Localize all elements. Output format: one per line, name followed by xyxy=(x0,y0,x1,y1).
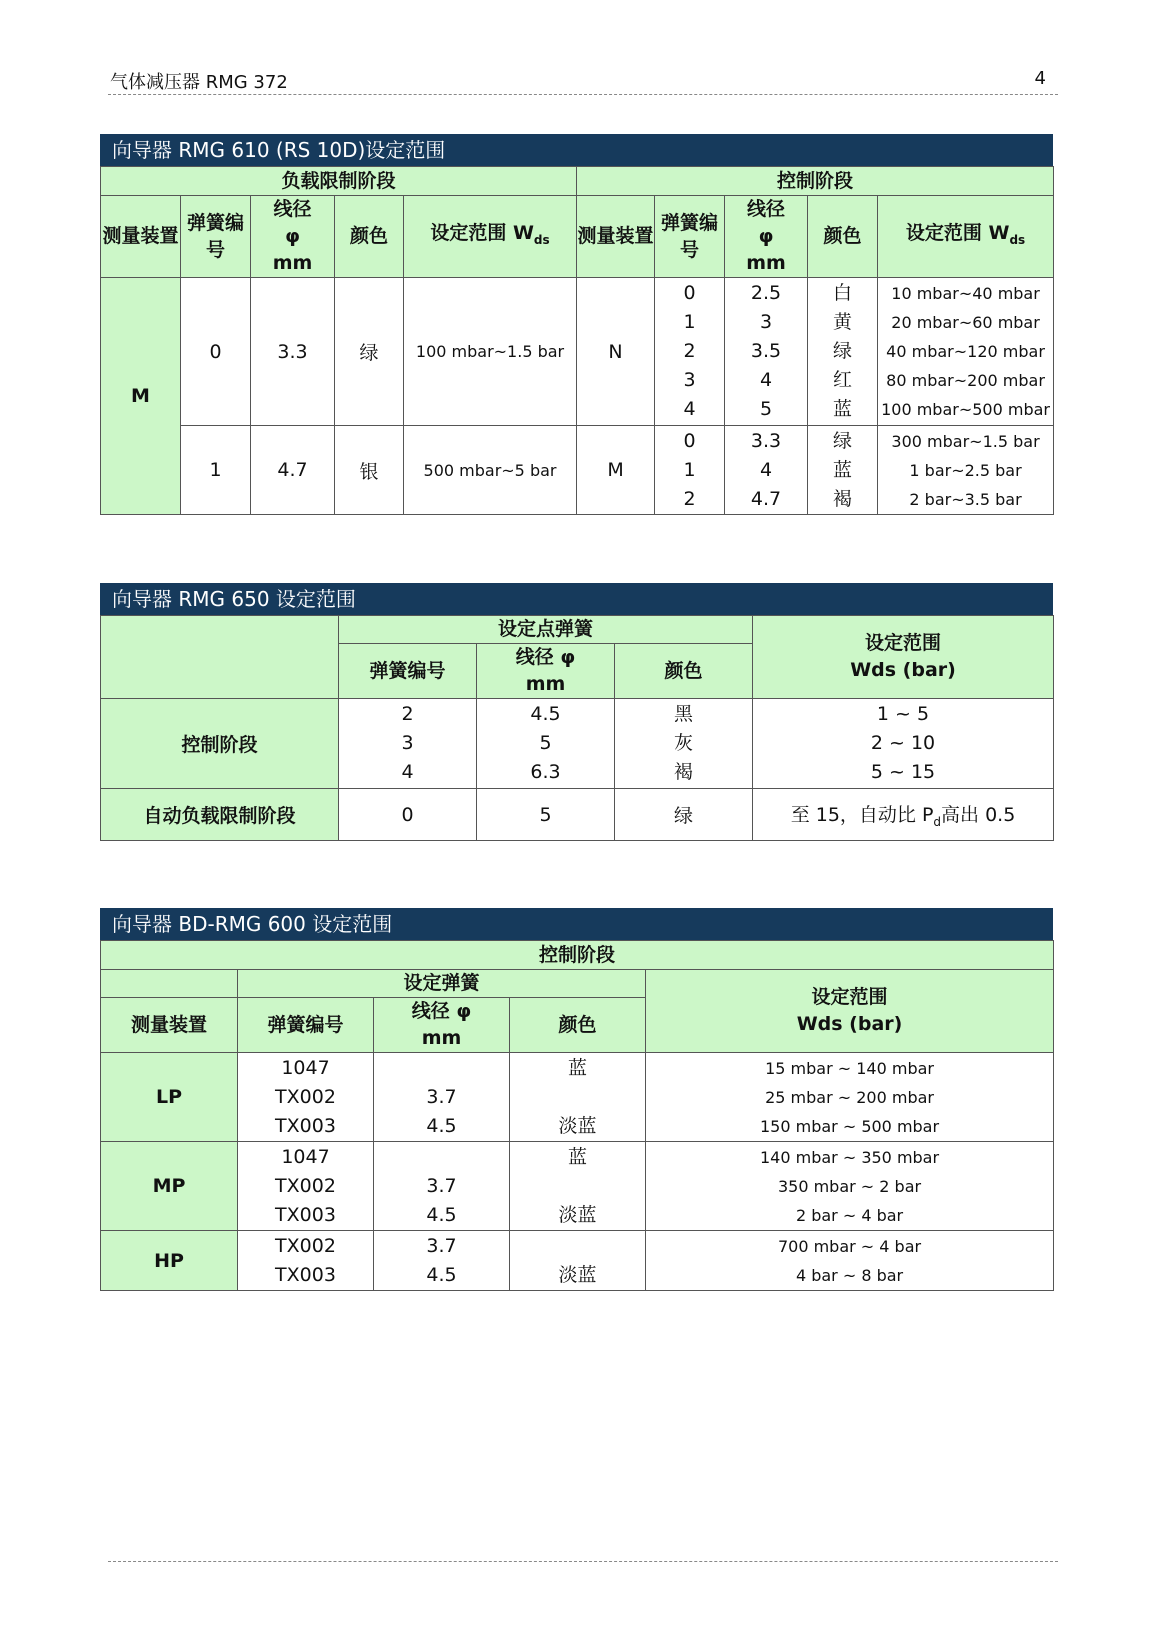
table-row xyxy=(101,699,1054,789)
col-range: 设定范围 $W_{ds}$ xyxy=(404,196,577,278)
spring-colors: 绿 蓝 褐 xyxy=(808,426,878,515)
col-spring: 弹簧编号 xyxy=(655,196,725,278)
page-header xyxy=(108,64,1058,95)
col-color: 颜色 xyxy=(335,196,404,278)
table-row xyxy=(101,1142,1054,1231)
measure-device: HP xyxy=(101,1231,238,1291)
setting-ranges: 1 ~ 5 2 ~ 10 5 ~ 15 xyxy=(753,699,1054,789)
spring-number: 0 xyxy=(181,278,251,426)
wire-diameter: 4.7 xyxy=(251,426,335,515)
spring-numbers: TX002 TX003 xyxy=(238,1231,374,1291)
col-color: 颜色 xyxy=(808,196,878,278)
page-number: 4 xyxy=(1034,68,1046,89)
spring-numbers: 0 1 2 xyxy=(655,426,725,515)
spring-colors: 蓝 淡蓝 xyxy=(510,1053,646,1142)
spring-color: 银 xyxy=(335,426,404,515)
spring-color: 绿 xyxy=(335,278,404,426)
spring-colors: 淡蓝 xyxy=(510,1231,646,1291)
group-setting-spring: 设定弹簧 xyxy=(238,970,646,998)
table-title: 向导器 RMG 650 设定范围 xyxy=(100,583,1053,615)
table-row xyxy=(101,278,1054,426)
spring-numbers: 1047 TX002 TX003 xyxy=(238,1142,374,1231)
setting-range: 至 15，自动比 $P_d$高出 0.5 xyxy=(753,789,1054,841)
setting-ranges: 300 mbar~1.5 bar 1 bar~2.5 bar 2 bar~3.5 bar xyxy=(878,426,1054,515)
table-row xyxy=(101,789,1054,841)
wire-diameter: 3.3 xyxy=(251,278,335,426)
col-range: 设定范围 Wds (bar) xyxy=(646,970,1054,1053)
col-spring: 弹簧编号 xyxy=(238,998,374,1053)
spring-numbers: 0 1 2 3 4 xyxy=(655,278,725,426)
bd-rmg600-table xyxy=(100,940,1054,1291)
measure-device: M xyxy=(101,278,181,515)
group-control: 控制阶段 xyxy=(577,167,1054,196)
wire-diameter: 5 xyxy=(477,789,615,841)
setting-ranges: 15 mbar ~ 140 mbar 25 mbar ~ 200 mbar 150 mbar ~ 500 mbar xyxy=(646,1053,1054,1142)
col-wire: 线径 φ mm xyxy=(251,196,335,278)
spring-colors: 蓝 淡蓝 xyxy=(510,1142,646,1231)
spring-color: 绿 xyxy=(615,789,753,841)
col-spring: 弹簧编号 xyxy=(181,196,251,278)
col-range: 设定范围 Wds (bar) xyxy=(753,616,1054,699)
setting-range: 500 mbar~5 bar xyxy=(404,426,577,515)
spring-colors: 黑 灰 褐 xyxy=(615,699,753,789)
wire-diameters: 4.5 5 6.3 xyxy=(477,699,615,789)
col-range: 设定范围 $W_{ds}$ xyxy=(878,196,1054,278)
spring-numbers: 2 3 4 xyxy=(339,699,477,789)
col-measure: 测量装置 xyxy=(577,196,655,278)
group-setpoint-spring: 设定点弹簧 xyxy=(339,616,753,644)
setting-ranges: 10 mbar~40 mbar 20 mbar~60 mbar 40 mbar~120 mbar 80 mbar~200 mbar 100 mbar~500 mbar xyxy=(878,278,1054,426)
spring-colors: 白 黄 绿 红 蓝 xyxy=(808,278,878,426)
col-spring: 弹簧编号 xyxy=(339,644,477,699)
rmg610-table xyxy=(100,166,1054,515)
table-rmg610 xyxy=(100,134,1053,515)
wire-diameters: 2.5 3 3.5 4 5 xyxy=(725,278,808,426)
rmg650-table xyxy=(100,615,1054,841)
wire-diameters: 3.3 4 4.7 xyxy=(725,426,808,515)
setting-ranges: 700 mbar ~ 4 bar 4 bar ~ 8 bar xyxy=(646,1231,1054,1291)
group-control: 控制阶段 xyxy=(101,941,1054,970)
col-color: 颜色 xyxy=(510,998,646,1053)
group-load-limit: 负载限制阶段 xyxy=(101,167,577,196)
page-footer-divider xyxy=(108,1561,1058,1562)
measure-device: N xyxy=(577,278,655,426)
wire-diameters: 3.7 4.5 xyxy=(374,1142,510,1231)
table-rmg650 xyxy=(100,583,1053,841)
col-measure: 测量装置 xyxy=(101,196,181,278)
measure-device: MP xyxy=(101,1142,238,1231)
setting-range: 100 mbar~1.5 bar xyxy=(404,278,577,426)
wire-diameters: 3.7 4.5 xyxy=(374,1053,510,1142)
measure-device: LP xyxy=(101,1053,238,1142)
col-wire: 线径 φ mm xyxy=(374,998,510,1053)
document-title: 气体减压器 RMG 372 xyxy=(110,72,288,93)
setting-ranges: 140 mbar ~ 350 mbar 350 mbar ~ 2 bar 2 bar ~ 4 bar xyxy=(646,1142,1054,1231)
wire-diameters: 3.7 4.5 xyxy=(374,1231,510,1291)
spring-number: 1 xyxy=(181,426,251,515)
col-measure: 测量装置 xyxy=(101,998,238,1053)
col-wire: 线径 φ mm xyxy=(477,644,615,699)
row-label: 自动负载限制阶段 xyxy=(101,789,339,841)
table-title: 向导器 RMG 610 (RS 10D)设定范围 xyxy=(100,134,1053,166)
table-bd-rmg600 xyxy=(100,908,1053,1291)
table-row xyxy=(101,1053,1054,1142)
table-row xyxy=(101,426,1054,515)
table-title: 向导器 BD-RMG 600 设定范围 xyxy=(100,908,1053,940)
spring-number: 0 xyxy=(339,789,477,841)
col-wire: 线径 φ mm xyxy=(725,196,808,278)
table-row xyxy=(101,1231,1054,1291)
row-label: 控制阶段 xyxy=(101,699,339,789)
measure-device: M xyxy=(577,426,655,515)
blank-header xyxy=(101,616,339,699)
spring-numbers: 1047 TX002 TX003 xyxy=(238,1053,374,1142)
blank-header xyxy=(101,970,238,998)
col-color: 颜色 xyxy=(615,644,753,699)
